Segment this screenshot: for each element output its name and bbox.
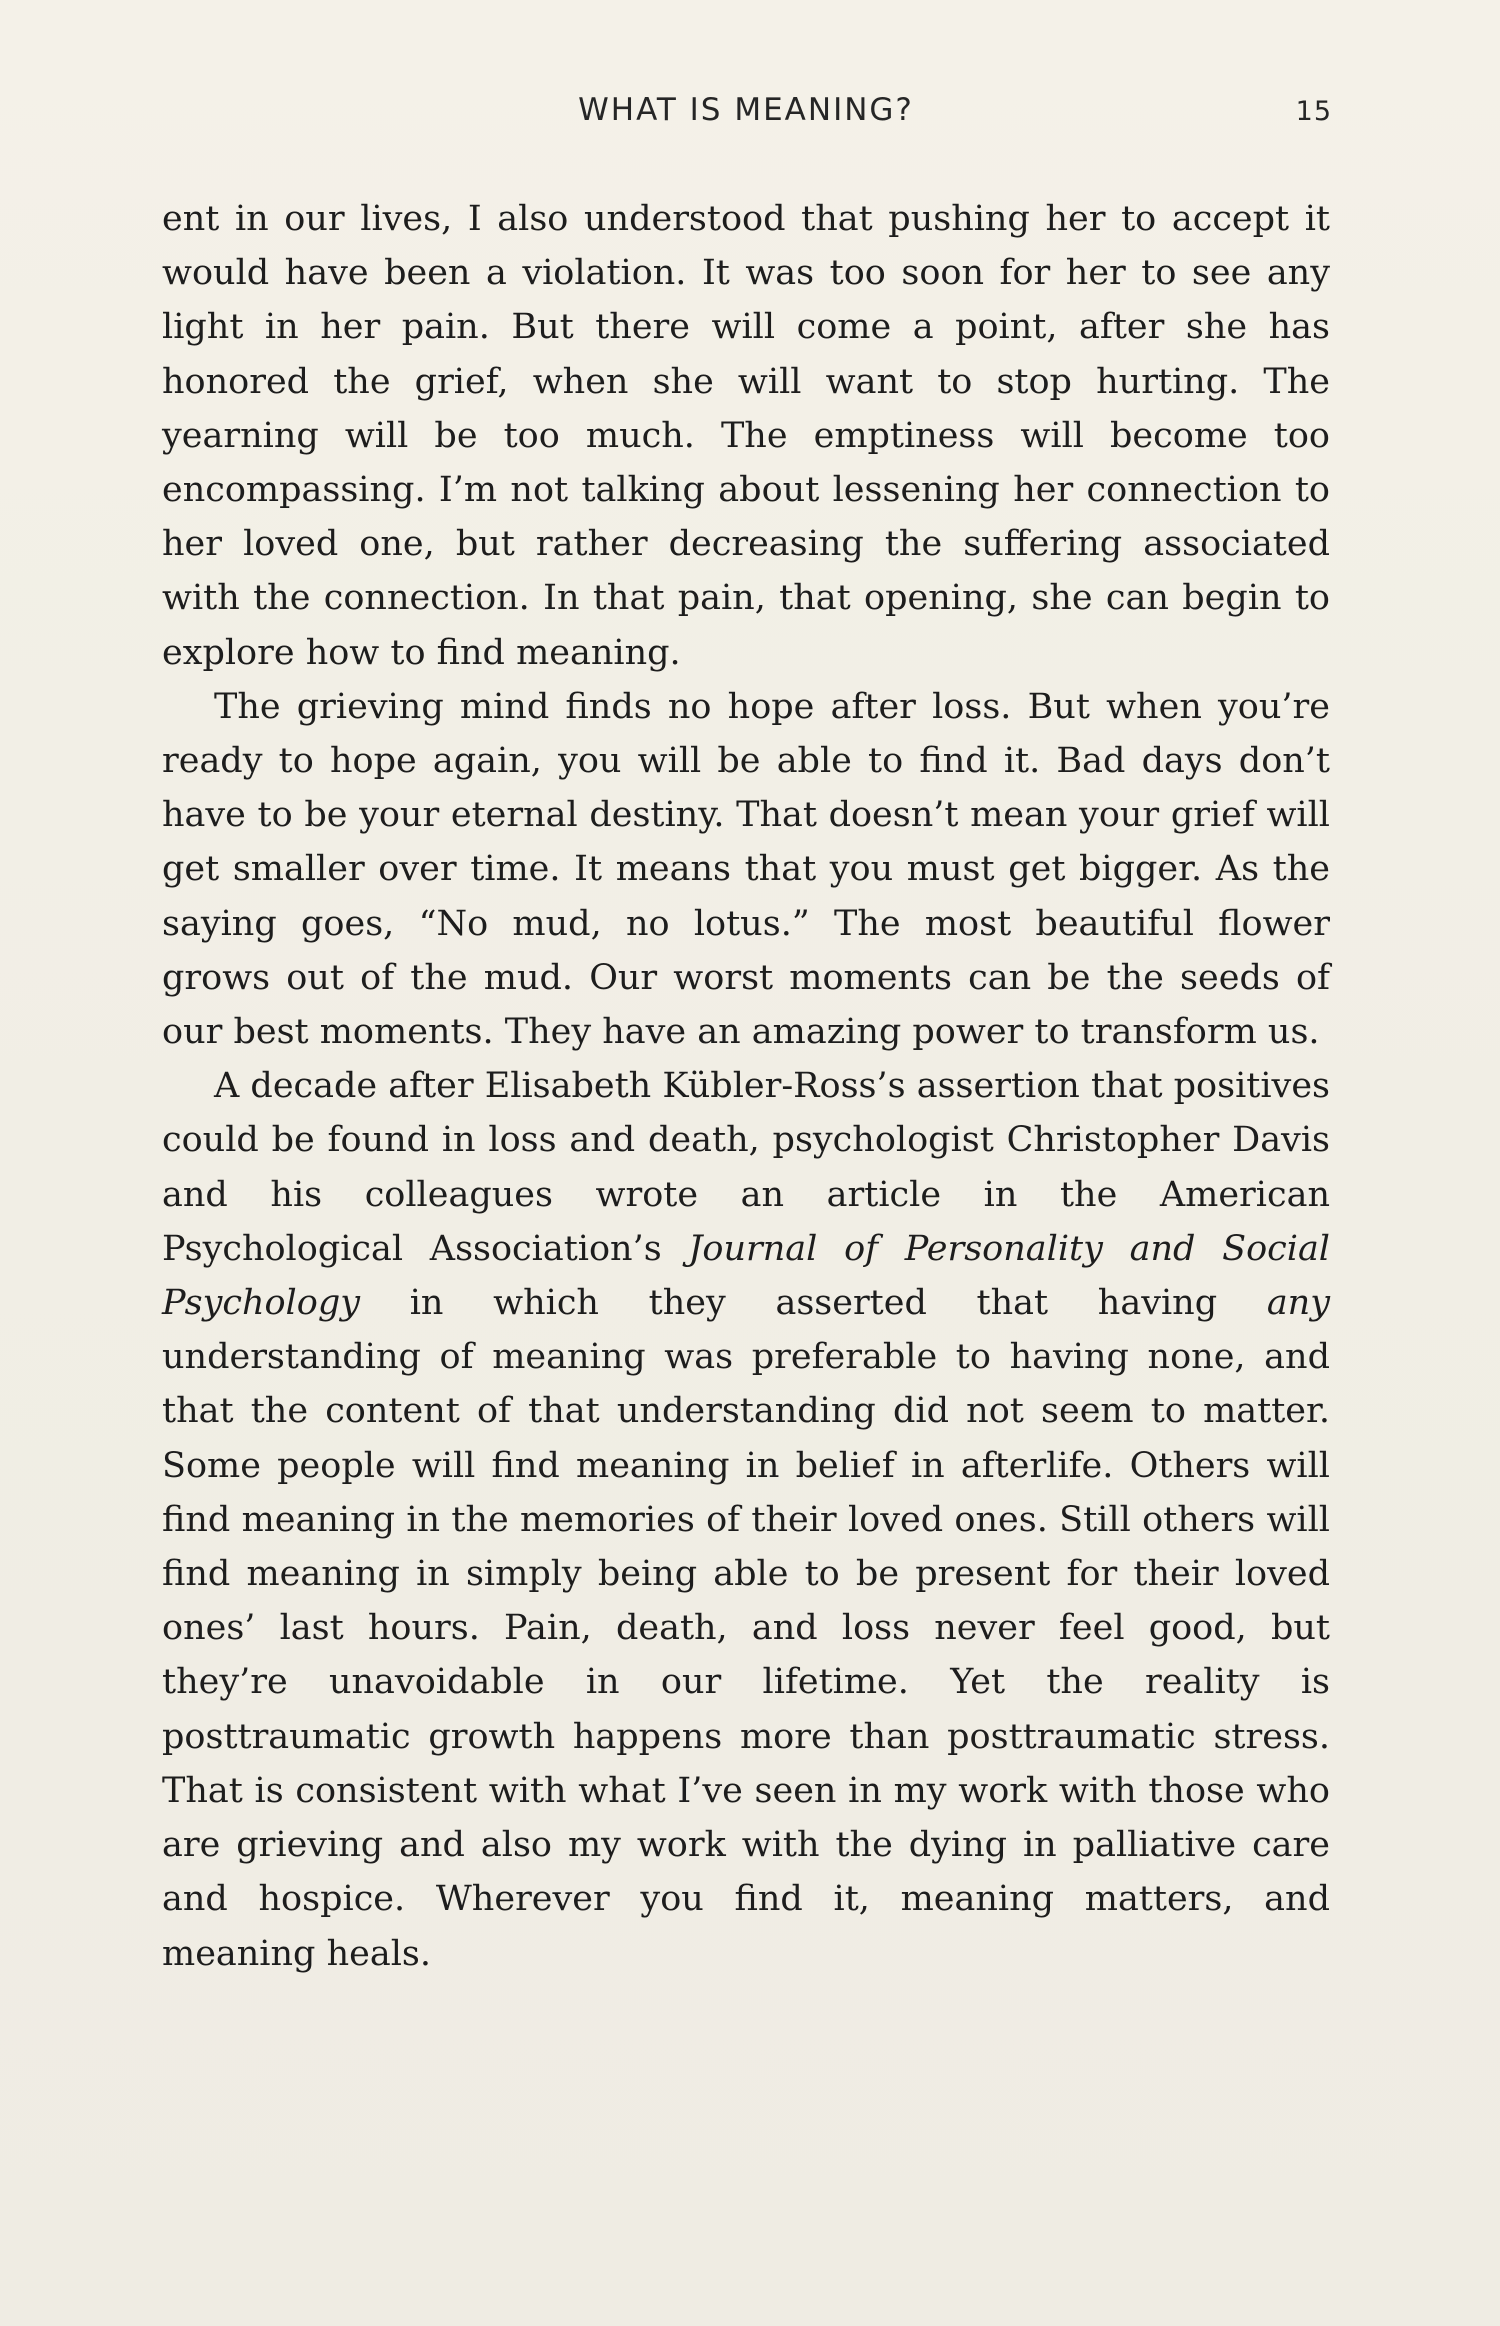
paragraph-research-part-2: in which they asserted that having bbox=[360, 1283, 1267, 1324]
journal-title: Journal of Personality and Social Psychology bbox=[162, 1228, 1331, 1324]
paragraph-hope: The grieving mind finds no hope after loss. But when you’re ready to hope again, you will be able to find it. Bad days don’t have to be your eternal destiny. That doesn’t mean your grief will get smaller over time. It means that you must get bigger. As the saying goes, “No mud, no lotus.” The most beautiful flower grows out of the mud. Our worst moments can be the seeds of our best moments. They have an amazing power to transform us. bbox=[162, 686, 1330, 1053]
page-number: 15 bbox=[1295, 96, 1332, 127]
paragraph-continuation: ent in our lives, I also understood that pushing her to accept it would have been a violation. It was too soon for her to see any light in her pain. But there will come a point, after she has honored the grief, when she will want to stop hurting. The yearning will be too much. The emptiness will become too encompassing. I’m not talking about lessening her connection to her loved one, but rather decreasing the suffering associated with the connection. In that pain, that opening, she can begin to explore how to find meaning. bbox=[162, 199, 1330, 673]
body-text bbox=[162, 192, 1330, 1981]
running-title: WHAT IS MEANING? bbox=[578, 92, 914, 128]
paragraph-research-part-1: A decade after Elisabeth Kübler-Ross’s assertion that positives could be found in loss and death, psychologist Christopher Davis and his colleagues wrote an article in the American Psychological Association’s bbox=[162, 1066, 1330, 1269]
running-header bbox=[160, 92, 1332, 142]
paragraph-research bbox=[162, 1059, 1330, 1980]
emphasized-word: any bbox=[1266, 1283, 1330, 1324]
paragraph-research-part-3: understanding of meaning was preferable to having none, and that the content of that understanding did not seem to matter. Some people will find meaning in belief in afterlife. Others will find meaning in the memories of their loved ones. Still others will find meaning in simply being able to be present for their loved ones’ last hours. Pain, death, and loss never feel good, but they’re unavoidable in our lifetime. Yet the reality is posttraumatic growth happens more than posttraumatic stress. That is consistent with what I’ve seen in my work with those who are grieving and also my work with the dying in palliative care and hospice. Wherever you find it, meaning matters, and meaning heals. bbox=[162, 1337, 1330, 1974]
